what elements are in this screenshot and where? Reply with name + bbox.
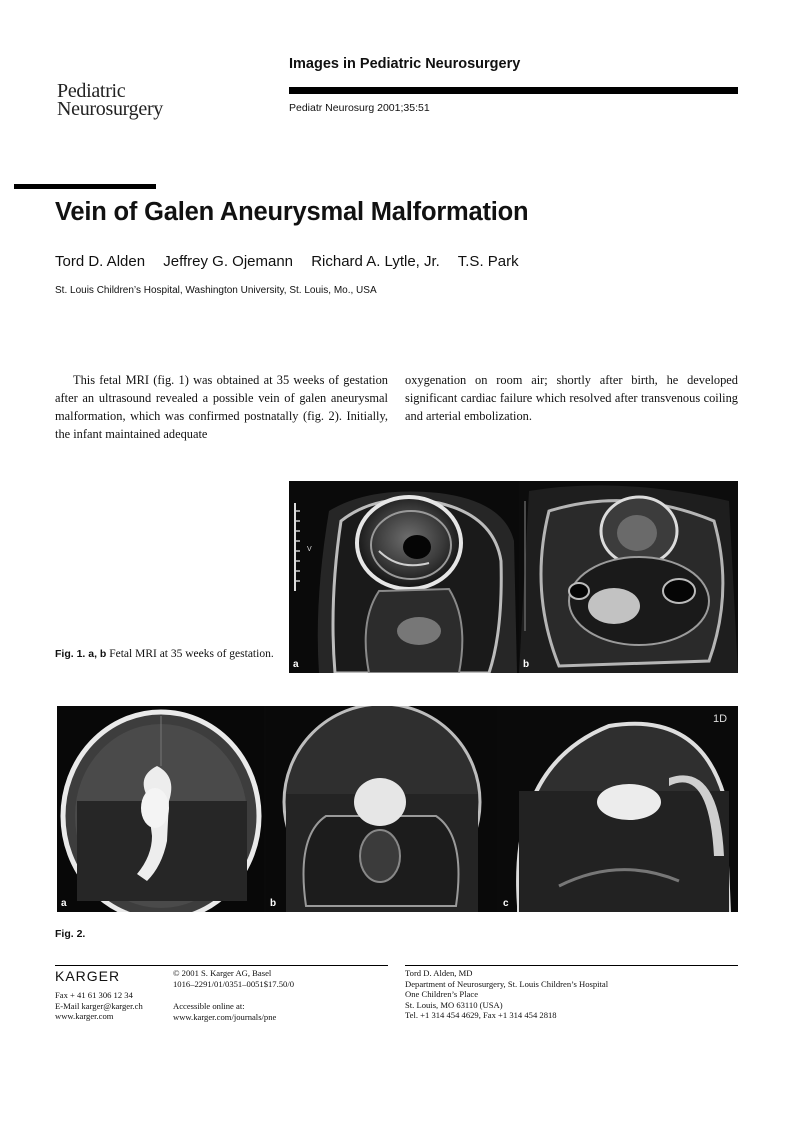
author: Richard A. Lytle, Jr. xyxy=(311,253,440,270)
citation: Pediatr Neurosurg 2001;35:51 xyxy=(289,102,430,114)
caption-text: Fetal MRI at 35 weeks of gestation. xyxy=(109,648,274,660)
svg-text:1D: 1D xyxy=(713,713,728,725)
corr-address-1: One Children’s Place xyxy=(405,989,479,999)
online-access-block xyxy=(173,1001,276,1022)
header-rule xyxy=(289,87,738,94)
publisher-fax: Fax + 41 61 306 12 34 xyxy=(55,990,133,1000)
figure-1 xyxy=(289,481,738,673)
corr-phone: Tel. +1 314 454 4629, Fax +1 314 454 2818 xyxy=(405,1010,557,1020)
mri-sagittal-fetal-image xyxy=(289,481,517,673)
author: Tord D. Alden xyxy=(55,253,146,270)
footer-rule-right xyxy=(405,965,738,966)
author-list xyxy=(55,253,533,270)
access-label: Accessible online at: xyxy=(173,1001,245,1011)
figure-1-panel-a xyxy=(289,481,517,673)
journal-logo-line1: Pediatric xyxy=(57,80,126,102)
journal-logo-line2: Neurosurgery xyxy=(57,98,163,120)
panel-label-a: a xyxy=(61,898,67,909)
figure-2-panel-a xyxy=(57,706,264,912)
panel-label-b: b xyxy=(270,898,277,909)
publisher-contact xyxy=(55,990,143,1022)
affiliation: St. Louis Children’s Hospital, Washington University, St. Louis, Mo., USA xyxy=(55,285,377,296)
author: T.S. Park xyxy=(457,253,519,270)
issn: 1016–2291/01/0351–0051$17.50/0 xyxy=(173,978,295,989)
figure-2 xyxy=(57,706,738,912)
footer-rule-left xyxy=(55,965,388,966)
body-paragraph: This fetal MRI (fig. 1) was obtained at 35 weeks of gestation after an ultrasound revealed a possible vein of galen aneurysmal malformation, which was confirmed postnatally (fig. 2). Initially, the infant maintained adequate xyxy=(55,373,388,441)
article-title: Vein of Galen Aneurysmal Malformation xyxy=(55,198,529,226)
corr-dept: Department of Neurosurgery, St. Louis Children’s Hospital xyxy=(405,978,609,989)
mri-coronal-fetal-image xyxy=(519,481,738,673)
publisher-logo: KARGER xyxy=(55,968,121,984)
caption-label: Fig. 1. a, b xyxy=(55,648,107,660)
figure-2-panel-b xyxy=(266,706,497,912)
svg-text:V: V xyxy=(307,546,312,553)
copyright: © 2001 S. Karger AG, Basel xyxy=(173,968,272,978)
title-rule xyxy=(14,184,156,189)
correspondence-block xyxy=(405,968,608,1021)
figure-2-panel-c xyxy=(499,706,738,912)
corr-name: Tord D. Alden, MD xyxy=(405,968,473,978)
mri-sagittal-brain-image xyxy=(499,706,738,912)
body-paragraph: oxygenation on room air; shortly after birth, he developed significant cardiac failure which resolved after transvenous coiling and arterial embolization. xyxy=(405,373,738,423)
body-column-left xyxy=(55,371,388,443)
panel-label-b: b xyxy=(523,659,530,670)
section-label: Images in Pediatric Neurosurgery xyxy=(289,56,521,72)
access-url[interactable]: www.karger.com/journals/pne xyxy=(173,1011,277,1022)
figure-1-caption xyxy=(55,647,275,661)
panel-label-c: c xyxy=(503,898,509,909)
copyright-block xyxy=(173,968,294,989)
figure-1-panel-b xyxy=(519,481,738,673)
mri-coronal-brain-image xyxy=(266,706,497,912)
author: Jeffrey G. Ojemann xyxy=(163,253,294,270)
body-column-right xyxy=(405,371,738,425)
panel-label-a: a xyxy=(293,659,299,670)
publisher-email[interactable]: E-Mail karger@karger.ch xyxy=(55,1000,143,1011)
journal-logo xyxy=(57,82,163,118)
corr-address-2: St. Louis, MO 63110 (USA) xyxy=(405,999,503,1010)
figure-2-label: Fig. 2. xyxy=(55,928,86,940)
mri-axial-brain-image xyxy=(57,706,264,912)
publisher-website[interactable]: www.karger.com xyxy=(55,1011,114,1021)
